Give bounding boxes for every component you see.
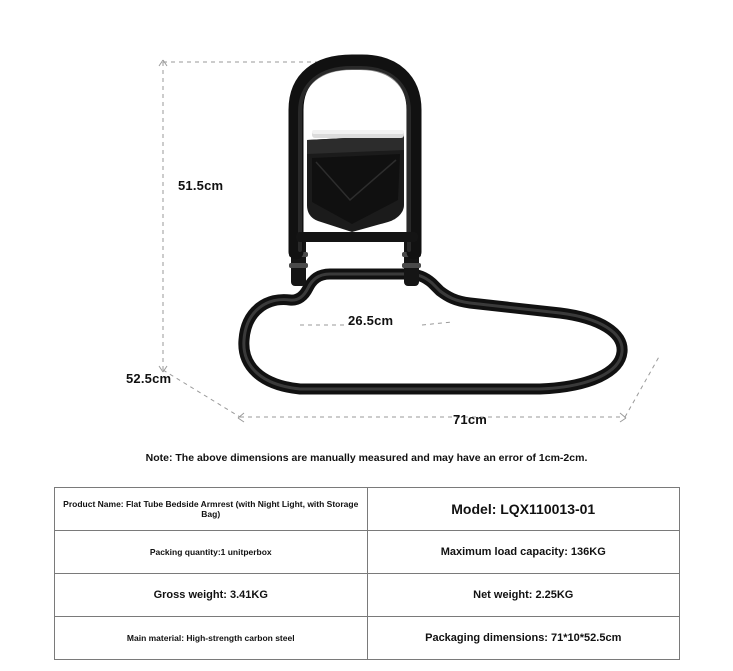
table-row xyxy=(55,531,680,574)
dimension-label-depth: 52.5cm xyxy=(126,371,172,386)
spec-cell-packing-quantity: Packing quantity:1 unitperbox xyxy=(55,531,368,574)
spec-table-body xyxy=(55,488,680,660)
spec-cell-max-load: Maximum load capacity: 136KG xyxy=(367,531,680,574)
table-row xyxy=(55,488,680,531)
dimension-label-inner-width: 26.5cm xyxy=(348,313,394,328)
spec-cell-gross-weight: Gross weight: 3.41KG xyxy=(55,574,368,617)
dimension-label-height: 51.5cm xyxy=(178,178,224,193)
spec-cell-main-material: Main material: High-strength carbon steel xyxy=(55,617,368,660)
storage-bag xyxy=(307,130,404,232)
dimension-label-width: 71cm xyxy=(453,412,488,427)
measurement-note: Note: The above dimensions are manually measured and may have an error of 1cm-2cm. xyxy=(145,452,588,464)
spec-cell-model: Model: LQX110013-01 xyxy=(367,488,680,531)
table-row xyxy=(55,617,680,660)
specification-table xyxy=(54,487,680,660)
mounting-bracket xyxy=(296,232,418,242)
table-row xyxy=(55,574,680,617)
spec-cell-packaging-dimensions: Packaging dimensions: 71*10*52.5cm xyxy=(367,617,680,660)
spec-cell-product-name: Product Name: Flat Tube Bedside Armrest (with Night Light, with Storage Bag) xyxy=(55,488,368,531)
base-frame xyxy=(244,274,622,389)
spec-cell-net-weight: Net weight: 2.25KG xyxy=(367,574,680,617)
